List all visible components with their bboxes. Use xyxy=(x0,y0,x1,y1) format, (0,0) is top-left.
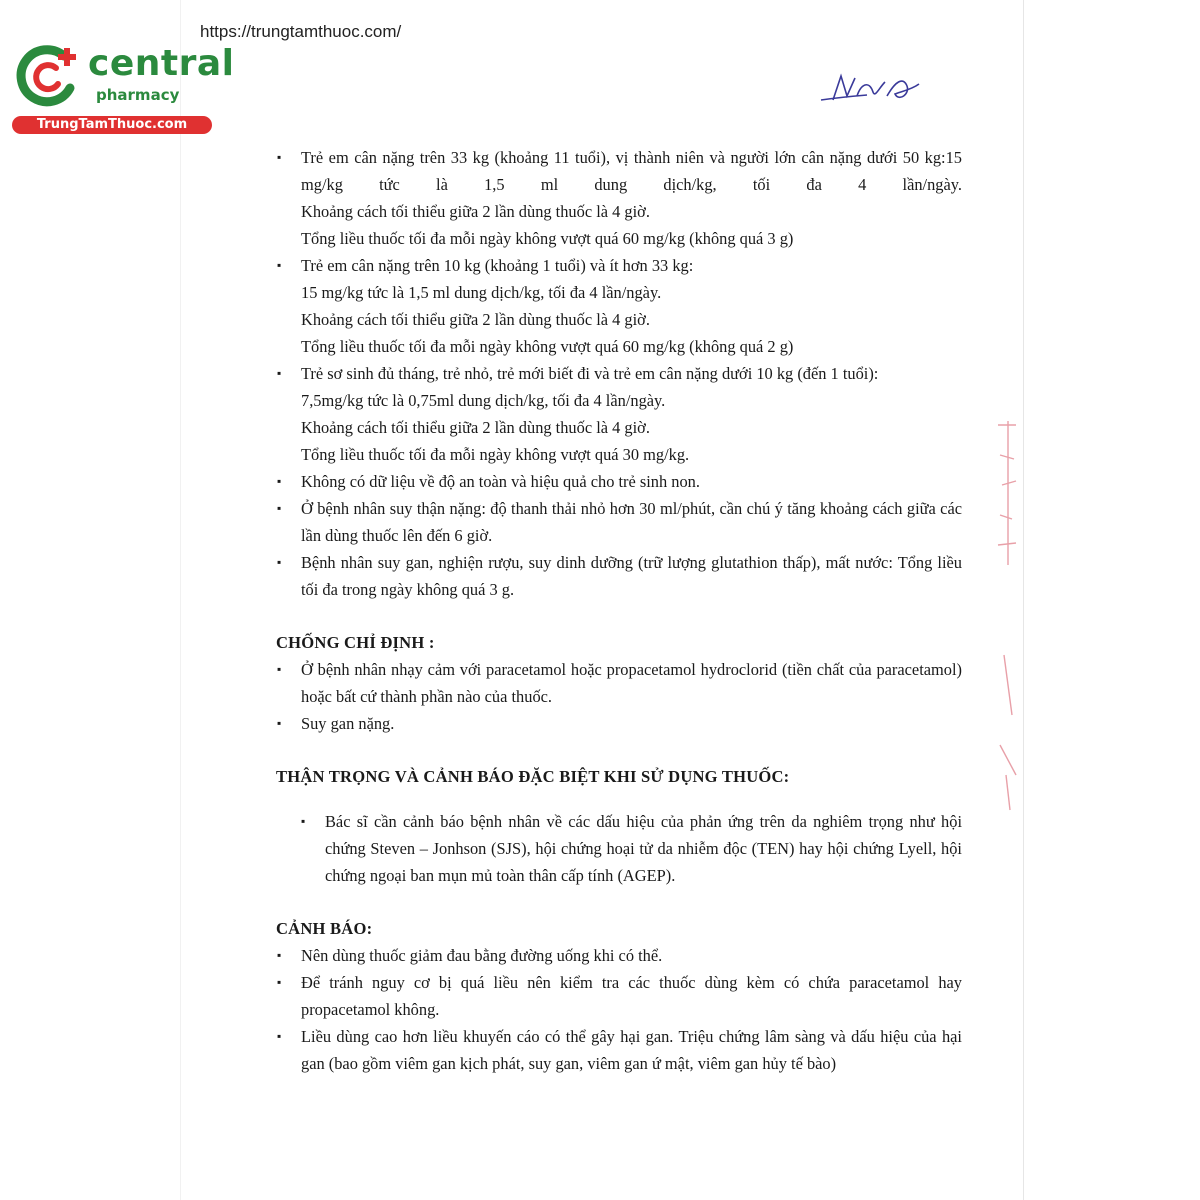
dosage-line: Trẻ sơ sinh đủ tháng, trẻ nhỏ, trẻ mới biết đi và trẻ em cân nặng dưới 10 kg (đến 1 tuổi): xyxy=(301,364,879,383)
bullet-icon: ▪ xyxy=(277,1029,282,1043)
list-item xyxy=(276,549,962,603)
list-item xyxy=(276,468,962,495)
bullet-icon: ▪ xyxy=(277,150,282,164)
logo-banner: TrungTamThuoc.com xyxy=(12,116,212,134)
bullet-icon: ▪ xyxy=(277,716,282,730)
warning-text: Để tránh nguy cơ bị quá liều nên kiểm tra các thuốc dùng kèm có chứa paracetamol hay propacetamol không. xyxy=(301,973,962,1019)
warnings-heading: CẢNH BÁO: xyxy=(276,919,373,938)
dosage-list xyxy=(276,144,962,603)
contraindications-heading: CHỐNG CHỈ ĐỊNH : xyxy=(276,633,435,652)
bullet-icon: ▪ xyxy=(277,501,282,515)
list-item xyxy=(276,1023,962,1077)
precaution-text: Bác sĩ cần cảnh báo bệnh nhân về các dấu hiệu của phản ứng trên da nghiêm trọng như hội chứng Steven – Jonhson (SJS), hội chứng hoại tử da nhiễm độc (TEN) hay hội chứng Lyell, hội chứng ngoại ban mụn mủ toàn thân cấp tính (AGEP). xyxy=(325,812,962,885)
warnings-list xyxy=(276,942,962,1077)
list-item xyxy=(276,808,962,889)
watermark-url[interactable]: https://trungtamthuoc.com/ xyxy=(200,22,402,41)
list-item xyxy=(276,144,962,252)
dosage-line: Khoảng cách tối thiểu giữa 2 lần dùng thuốc là 4 giờ. xyxy=(301,310,650,329)
logo-subtitle: pharmacy xyxy=(96,86,180,104)
contraindications-list xyxy=(276,656,962,737)
bullet-icon: ▪ xyxy=(277,975,282,989)
list-item xyxy=(276,710,962,737)
list-item xyxy=(276,656,962,710)
bullet-icon: ▪ xyxy=(277,258,282,272)
bullet-icon: ▪ xyxy=(277,948,282,962)
dosage-line: Không có dữ liệu về độ an toàn và hiệu quả cho trẻ sinh non. xyxy=(301,472,700,491)
dosage-line: Tổng liều thuốc tối đa mỗi ngày không vượt quá 30 mg/kg. xyxy=(301,445,690,464)
bullet-icon: ▪ xyxy=(277,555,282,569)
dosage-line: Trẻ em cân nặng trên 33 kg (khoảng 11 tuổi), vị thành niên và người lớn cân nặng dưới 50 kg:15 mg/kg tức là 1,5 ml dung dịch/kg, tối đa 4 lần/ngày. xyxy=(301,148,962,194)
central-pharmacy-logo[interactable] xyxy=(8,36,235,136)
list-item xyxy=(276,495,962,549)
dosage-line: Tổng liều thuốc tối đa mỗi ngày không vượt quá 60 mg/kg (không quá 3 g) xyxy=(301,229,794,248)
document-body xyxy=(276,144,962,1077)
warning-text: Nên dùng thuốc giảm đau bằng đường uống khi có thể. xyxy=(301,946,663,965)
warning-text: Liều dùng cao hơn liều khuyến cáo có thể gây hại gan. Triệu chứng lâm sàng và dấu hiệu của hại gan (bao gồm viêm gan kịch phát, suy gan, viêm gan ứ mật, viêm gan hủy tế bào) xyxy=(301,1027,962,1073)
dosage-line: Khoảng cách tối thiểu giữa 2 lần dùng thuốc là 4 giờ. xyxy=(301,202,650,221)
list-item xyxy=(276,942,962,969)
precautions-heading: THẬN TRỌNG VÀ CẢNH BÁO ĐẶC BIỆT KHI SỬ DỤNG THUỐC: xyxy=(276,767,790,786)
dosage-line: 7,5mg/kg tức là 0,75ml dung dịch/kg, tối đa 4 lần/ngày. xyxy=(301,391,666,410)
contraindication-text: Ở bệnh nhân nhạy cảm với paracetamol hoặc propacetamol hydroclorid (tiền chất của paracetamol) hoặc bất cứ thành phần nào của thuốc. xyxy=(301,660,962,706)
dosage-line: Trẻ em cân nặng trên 10 kg (khoảng 1 tuổi) và ít hơn 33 kg: xyxy=(301,256,694,275)
red-stamp-mark xyxy=(990,415,1030,815)
contraindication-text: Suy gan nặng. xyxy=(301,714,395,733)
logo-wordmark: central xyxy=(88,43,235,84)
dosage-line: Khoảng cách tối thiểu giữa 2 lần dùng thuốc là 4 giờ. xyxy=(301,418,650,437)
bullet-icon: ▪ xyxy=(277,366,282,380)
dosage-line: 15 mg/kg tức là 1,5 ml dung dịch/kg, tối đa 4 lần/ngày. xyxy=(301,283,662,302)
bullet-icon: ▪ xyxy=(277,474,282,488)
dosage-line: Tổng liều thuốc tối đa mỗi ngày không vượt quá 60 mg/kg (không quá 2 g) xyxy=(301,337,794,356)
dosage-line: Ở bệnh nhân suy thận nặng: độ thanh thải nhỏ hơn 30 ml/phút, cần chú ý tăng khoảng cách giữa các lần dùng thuốc lên đến 6 giờ. xyxy=(301,499,962,545)
bullet-icon: ▪ xyxy=(301,814,306,828)
list-item xyxy=(276,969,962,1023)
list-item xyxy=(276,252,962,360)
dosage-line: Bệnh nhân suy gan, nghiện rượu, suy dinh dưỡng (trữ lượng glutathion thấp), mất nước: Tổng liều tối đa trong ngày không quá 3 g. xyxy=(301,553,962,599)
list-item xyxy=(276,360,962,468)
bullet-icon: ▪ xyxy=(277,662,282,676)
precautions-list xyxy=(276,808,962,889)
signature-mark xyxy=(815,66,925,114)
pharmacy-logo-icon xyxy=(12,40,84,112)
